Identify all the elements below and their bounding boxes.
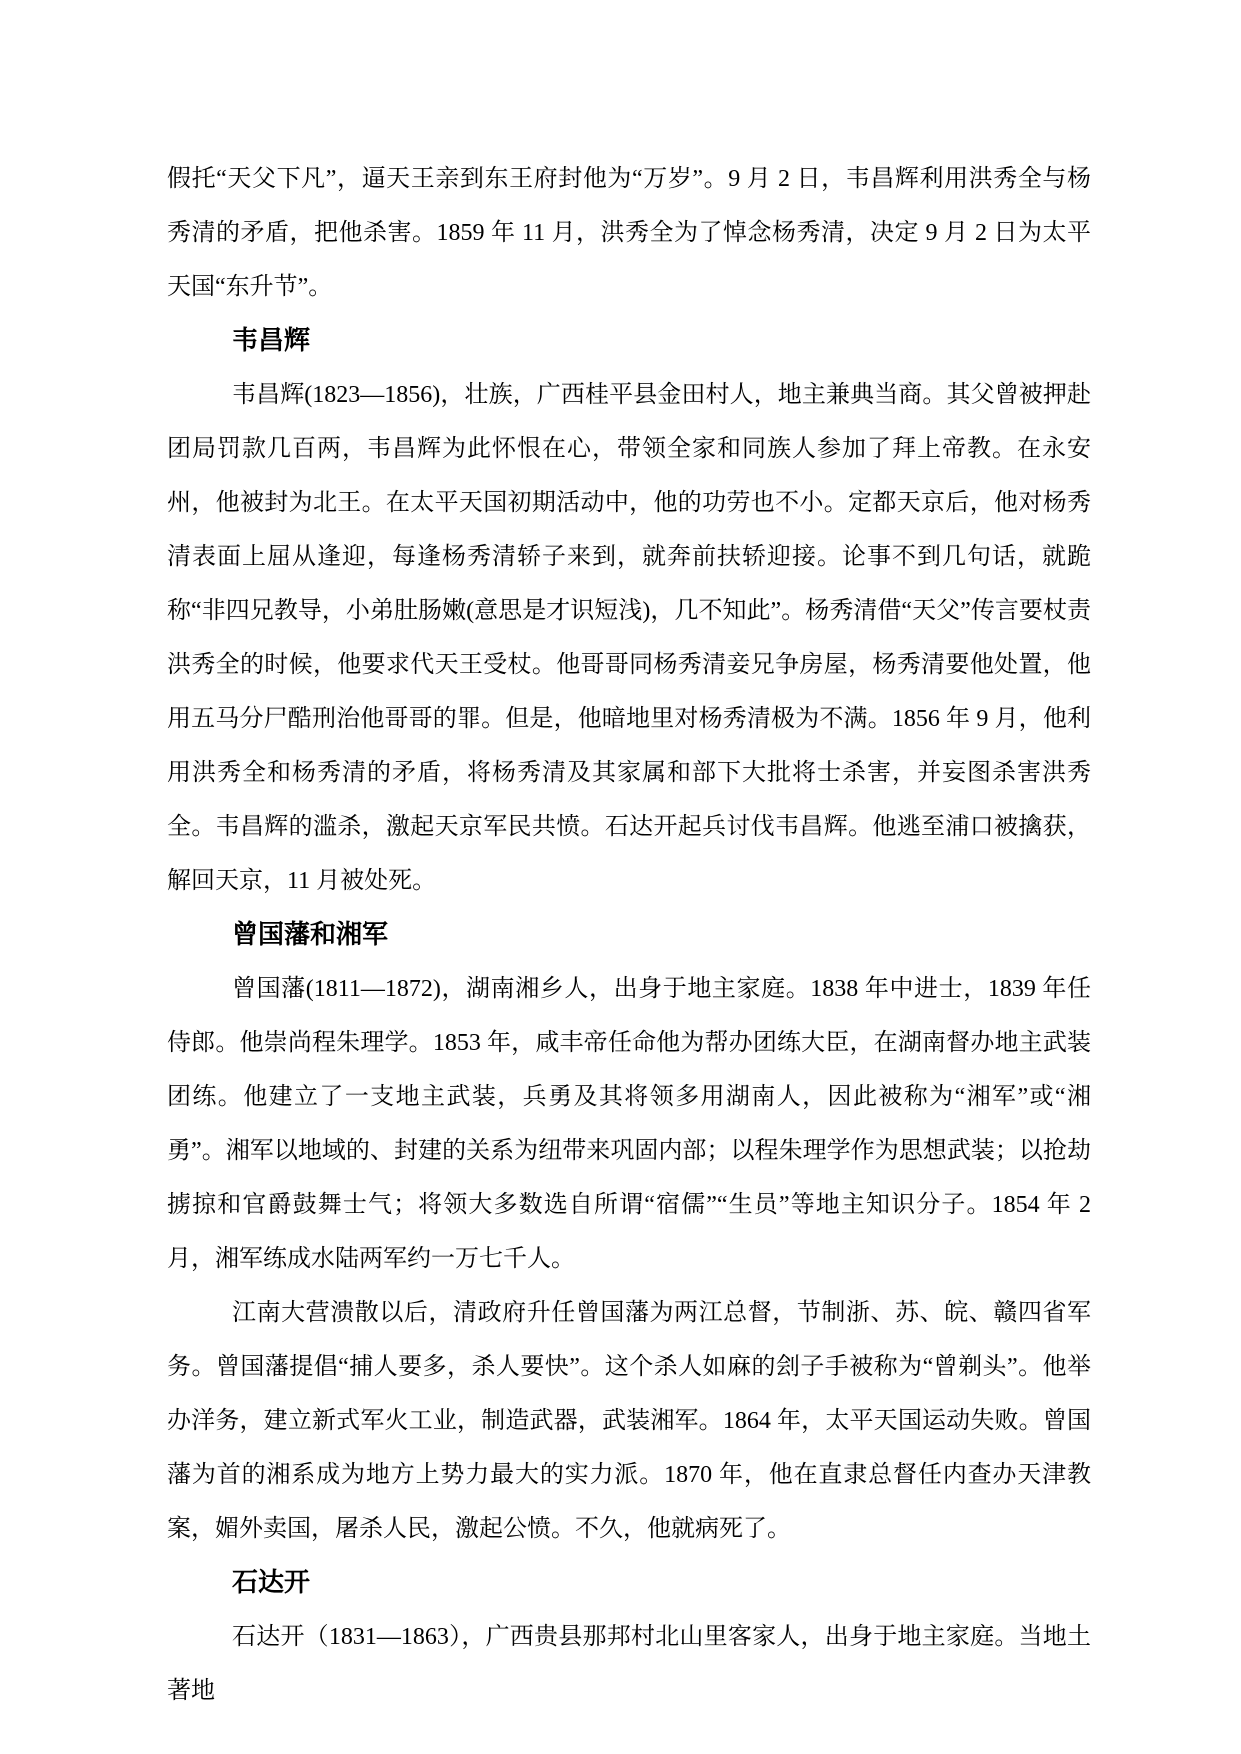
paragraph-zeng-guofan-later-years: 江南大营溃散以后，清政府升任曾国藩为两江总督，节制浙、苏、皖、赣四省军务。曾国藩提倡“捕人要多，杀人要快”。这个杀人如麻的刽子手被称为“曾剃头”。他举办洋务，建立新式军火工业，制造武器，武装湘军。1864 年，太平天国运动失败。曾国藩为首的湘系成为地方上势力最大的实力派。1870 年，他在直隶总督任内查办天津教案，媚外卖国，屠杀人民，激起公愤。不久，他就病死了。: [167, 1300, 1091, 1542]
paragraph-zeng-guofan-bio: 曾国藩(1811—1872)，湖南湘乡人，出身于地主家庭。1838 年中进士，1839 年任侍郎。他崇尚程朱理学。1853 年，咸丰帝任命他为帮办团练大臣，在湖南督办地主武装团练。他建立了一支地主武装，兵勇及其将领多用湖南人，因此被称为“湘军”或“湘勇”。湘军以地域的、封建的关系为纽带来巩固内部；以程朱理学作为思想武装；以抢劫掳掠和官爵鼓舞士气；将领大多数选自所谓“宿儒”“生员”等地主知识分子。1854 年 2 月，湘军练成水陆两军约一万七千人。: [167, 976, 1091, 1272]
paragraph-shi-dakai-bio: 石达开（1831—1863），广西贵县那邦村北山里客家人，出身于地主家庭。当地土著地: [167, 1624, 1091, 1704]
section-heading-shi-dakai: 石达开: [232, 1568, 311, 1597]
section-heading-wei-changhui: 韦昌辉: [232, 326, 311, 355]
section-heading-zeng-guofan-xiang-army: 曾国藩和湘军: [232, 920, 389, 949]
paragraph-wei-changhui-bio: 韦昌辉(1823—1856)，壮族，广西桂平县金田村人，地主兼典当商。其父曾被押赴团局罚款几百两，韦昌辉为此怀恨在心，带领全家和同族人参加了拜上帝教。在永安州，他被封为北王。在太平天国初期活动中，他的功劳也不小。定都天京后，他对杨秀清表面上屈从逢迎，每逢杨秀清轿子来到，就奔前扶轿迎接。论事不到几句话，就跪称“非四兄教导，小弟肚肠嫩(意思是才识短浅)，几不知此”。杨秀清借“天父”传言要杖责洪秀全的时候，他要求代天王受杖。他哥哥同杨秀清妾兄争房屋，杨秀清要他处置，他用五马分尸酷刑治他哥哥的罪。但是，他暗地里对杨秀清极为不满。1856 年 9 月，他利用洪秀全和杨秀清的矛盾，将杨秀清及其家属和部下大批将士杀害，并妄图杀害洪秀全。韦昌辉的滥杀，激起天京军民共愤。石达开起兵讨伐韦昌辉。他逃至浦口被擒获，解回天京，11 月被处死。: [167, 382, 1091, 894]
paragraph-dongsheng-festival: 假托“天父下凡”，逼天王亲到东王府封他为“万岁”。9 月 2 日，韦昌辉利用洪秀全与杨秀清的矛盾，把他杀害。1859 年 11 月，洪秀全为了悼念杨秀清，决定 9 月 2 日为太平天国“东升节”。: [167, 166, 1091, 300]
document-content: [167, 152, 1091, 1718]
